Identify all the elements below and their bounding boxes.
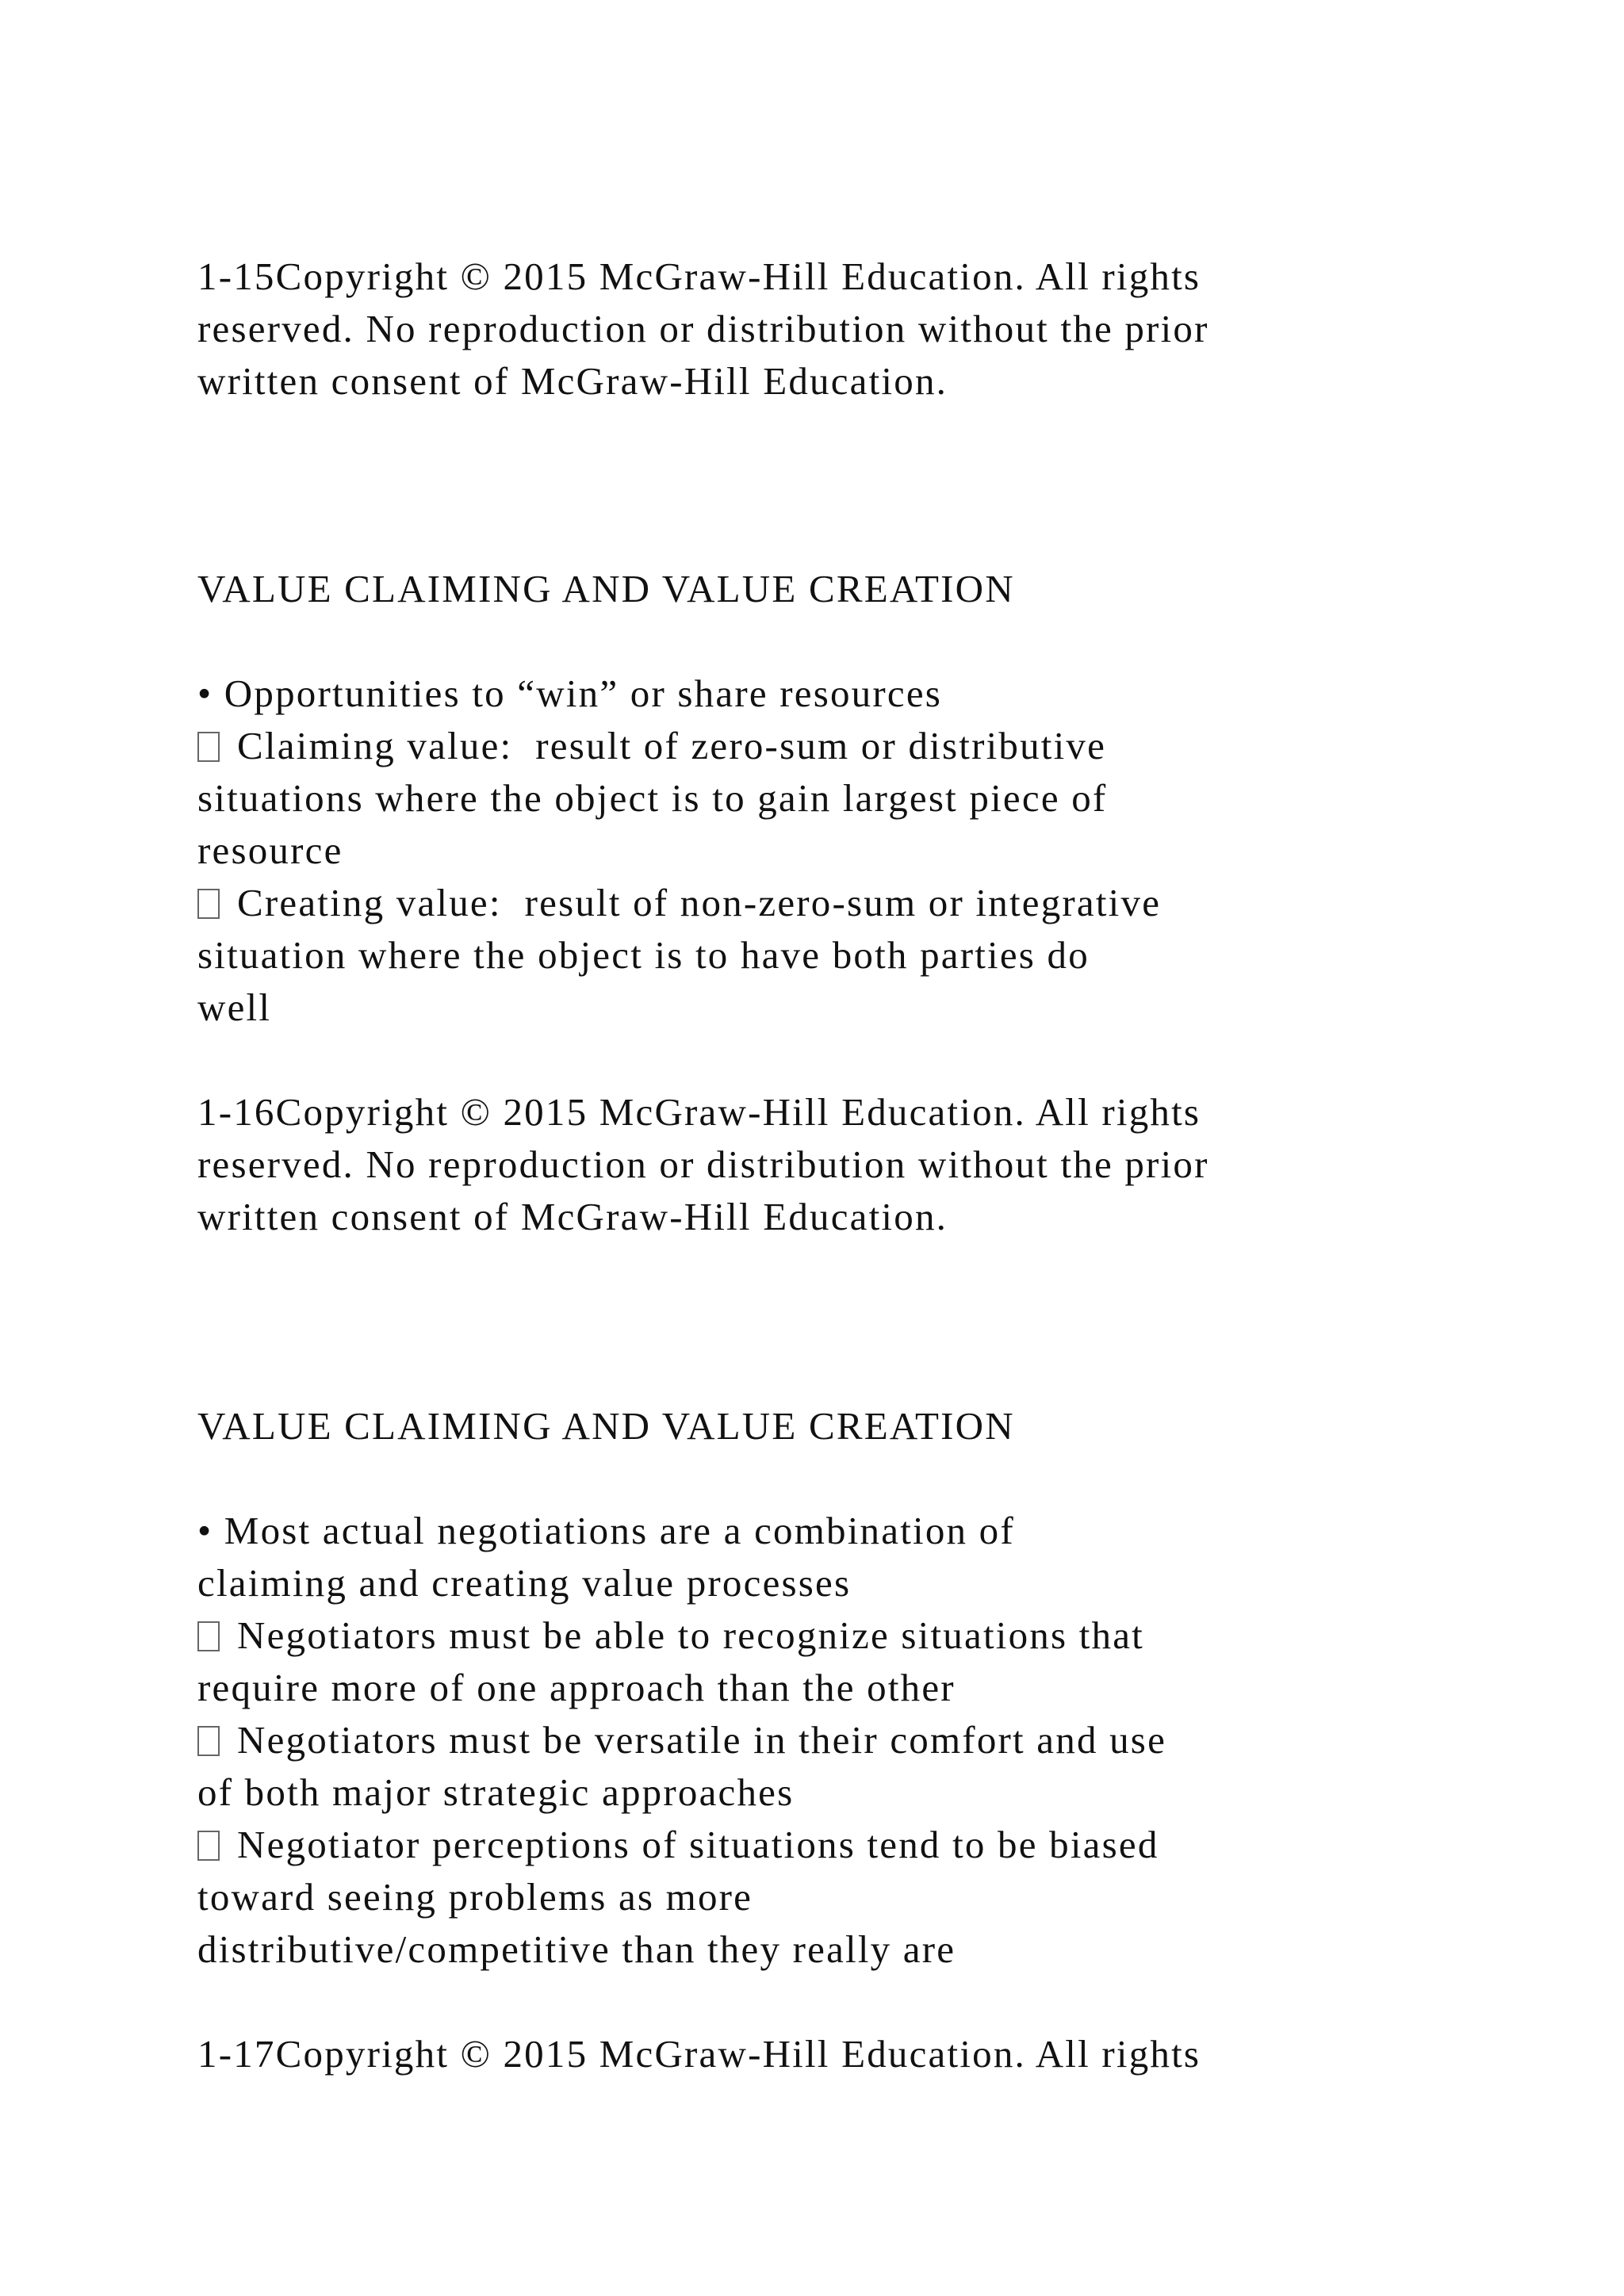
sub-bullet-line [197,1819,1159,1871]
sub-bullet-line [197,877,1161,929]
sub-bullet-text: resource [197,828,343,872]
sub-bullet-text: Negotiator perceptions of situations tend to be biased [237,1823,1159,1866]
sub-bullet-text: Claiming value: result of zero-sum or distributive [237,724,1107,767]
sub-bullet-line [197,1609,1144,1662]
copyright-line: written consent of McGraw-Hill Education. [197,1195,948,1238]
bullet-text: • Most actual negotiations are a combination of [197,1509,1015,1552]
missing-glyph-icon [197,1621,220,1651]
sub-bullet-text: of both major strategic approaches [197,1770,795,1814]
sub-bullet-text: well [197,985,272,1029]
missing-glyph-icon [197,1831,220,1861]
sub-bullet-text: Negotiators must be able to recognize situations that [237,1613,1144,1657]
sub-bullet-text: require more of one approach than the other [197,1666,956,1709]
sub-bullet-text: Creating value: result of non-zero-sum or integrative [237,881,1162,924]
sub-bullet-text: situations where the object is to gain largest piece of [197,776,1108,820]
copyright-line: 1-17Copyright © 2015 McGraw-Hill Education. All rights [197,2032,1201,2076]
copyright-line: 1-15Copyright © 2015 McGraw-Hill Education. All rights [197,254,1201,298]
sub-bullet-line [197,1714,1166,1766]
sub-bullet-text: distributive/competitive than they really are [197,1927,956,1971]
section-heading: VALUE CLAIMING AND VALUE CREATION [197,1404,1015,1448]
copyright-line: reserved. No reproduction or distribution without the prior [197,1142,1209,1186]
sub-bullet-text: situation where the object is to have both parties do [197,933,1090,977]
bullet-text: • Opportunities to “win” or share resources [197,672,943,715]
section-heading: VALUE CLAIMING AND VALUE CREATION [197,567,1015,610]
missing-glyph-icon [197,732,220,762]
copyright-line: written consent of McGraw-Hill Education. [197,359,948,403]
sub-bullet-text: toward seeing problems as more [197,1875,753,1919]
bullet-text: claiming and creating value processes [197,1561,852,1605]
missing-glyph-icon [197,889,220,919]
sub-bullet-line [197,720,1106,772]
missing-glyph-icon [197,1726,220,1756]
copyright-line: reserved. No reproduction or distribution without the prior [197,307,1209,350]
copyright-line: 1-16Copyright © 2015 McGraw-Hill Education. All rights [197,1090,1201,1134]
sub-bullet-text: Negotiators must be versatile in their comfort and use [237,1718,1167,1762]
